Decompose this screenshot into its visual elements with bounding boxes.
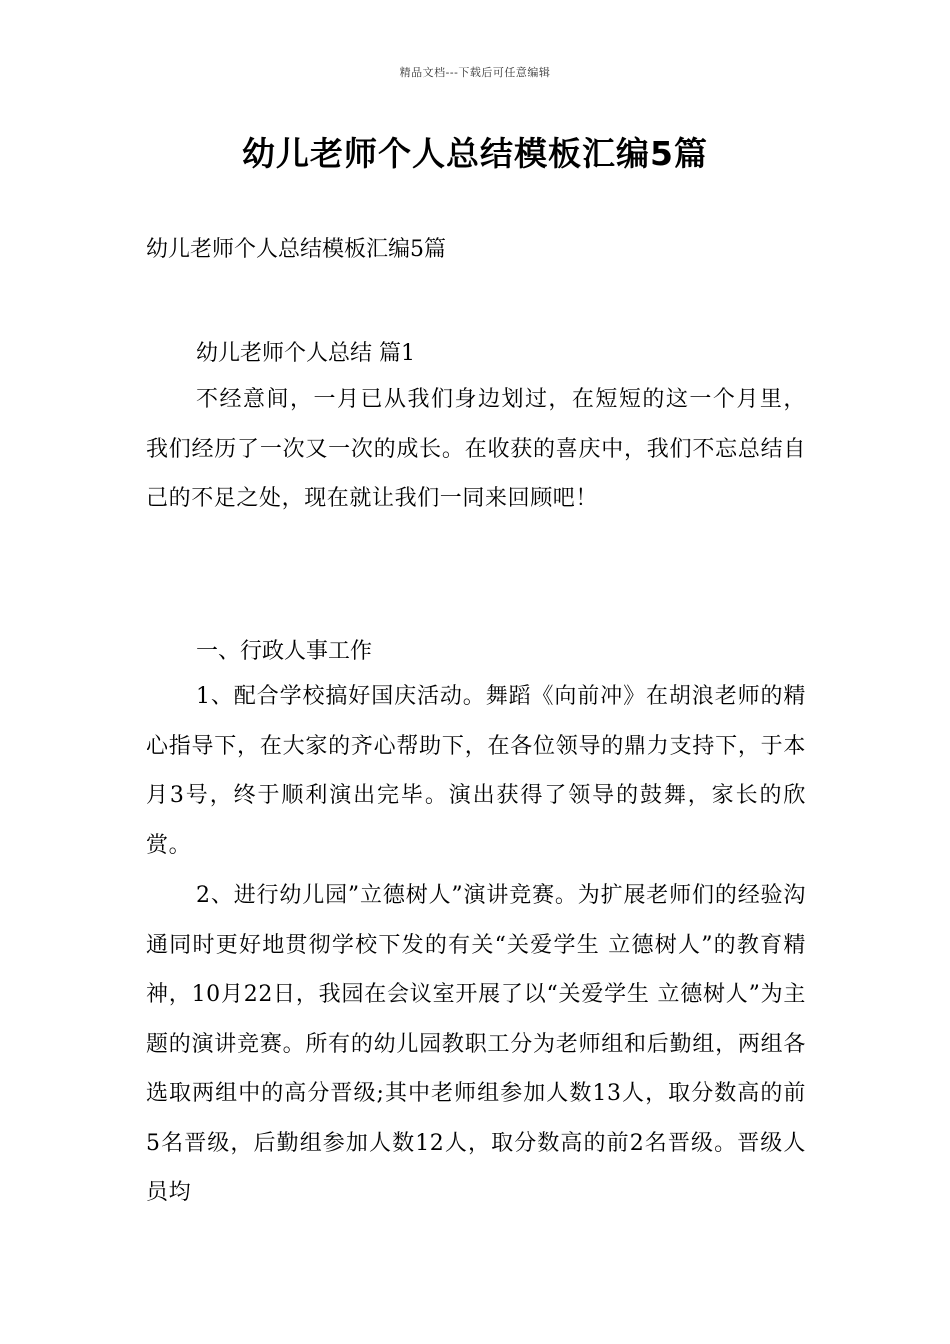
- section-heading: 幼儿老师个人总结 篇1: [196, 341, 415, 366]
- document-subtitle: 幼儿老师个人总结模板汇编5篇: [146, 237, 446, 262]
- header-note: 精品文档---下载后可任意编辑: [399, 66, 551, 79]
- item-2-paragraph: 2、进行幼儿园”立德树人”演讲竞赛。为扩展老师们的经验沟通同时更好地贯彻学校下发的有关“关爱学生 立德树人”的教育精神，10月22日，我园在会议室开展了以“关爱学生 立德树人”为主题的演讲竞赛。所有的幼儿园教职工分为老师组和后勤组，两组各选取两组中的高分晋级;其中老师组参加人数13人，取分数高的前5名晋级，后勤组参加人数12人，取分数高的前2名晋级。晋级人员均: [146, 883, 806, 1205]
- document-title: 幼儿老师个人总结模板汇编5篇: [242, 134, 708, 173]
- part-heading: 一、行政人事工作: [196, 639, 373, 664]
- item-1-paragraph: 1、配合学校搞好国庆活动。舞蹈《向前冲》在胡浪老师的精心指导下，在大家的齐心帮助下，在各位领导的鼎力支持下，于本月3号，终于顺利演出完毕。演出获得了领导的鼓舞，家长的欣赏。: [146, 684, 806, 858]
- intro-paragraph: 不经意间，一月已从我们身边划过，在短短的这一个月里，我们经历了一次又一次的成长。在收获的喜庆中，我们不忘总结自己的不足之处，现在就让我们一同来回顾吧！: [146, 387, 806, 511]
